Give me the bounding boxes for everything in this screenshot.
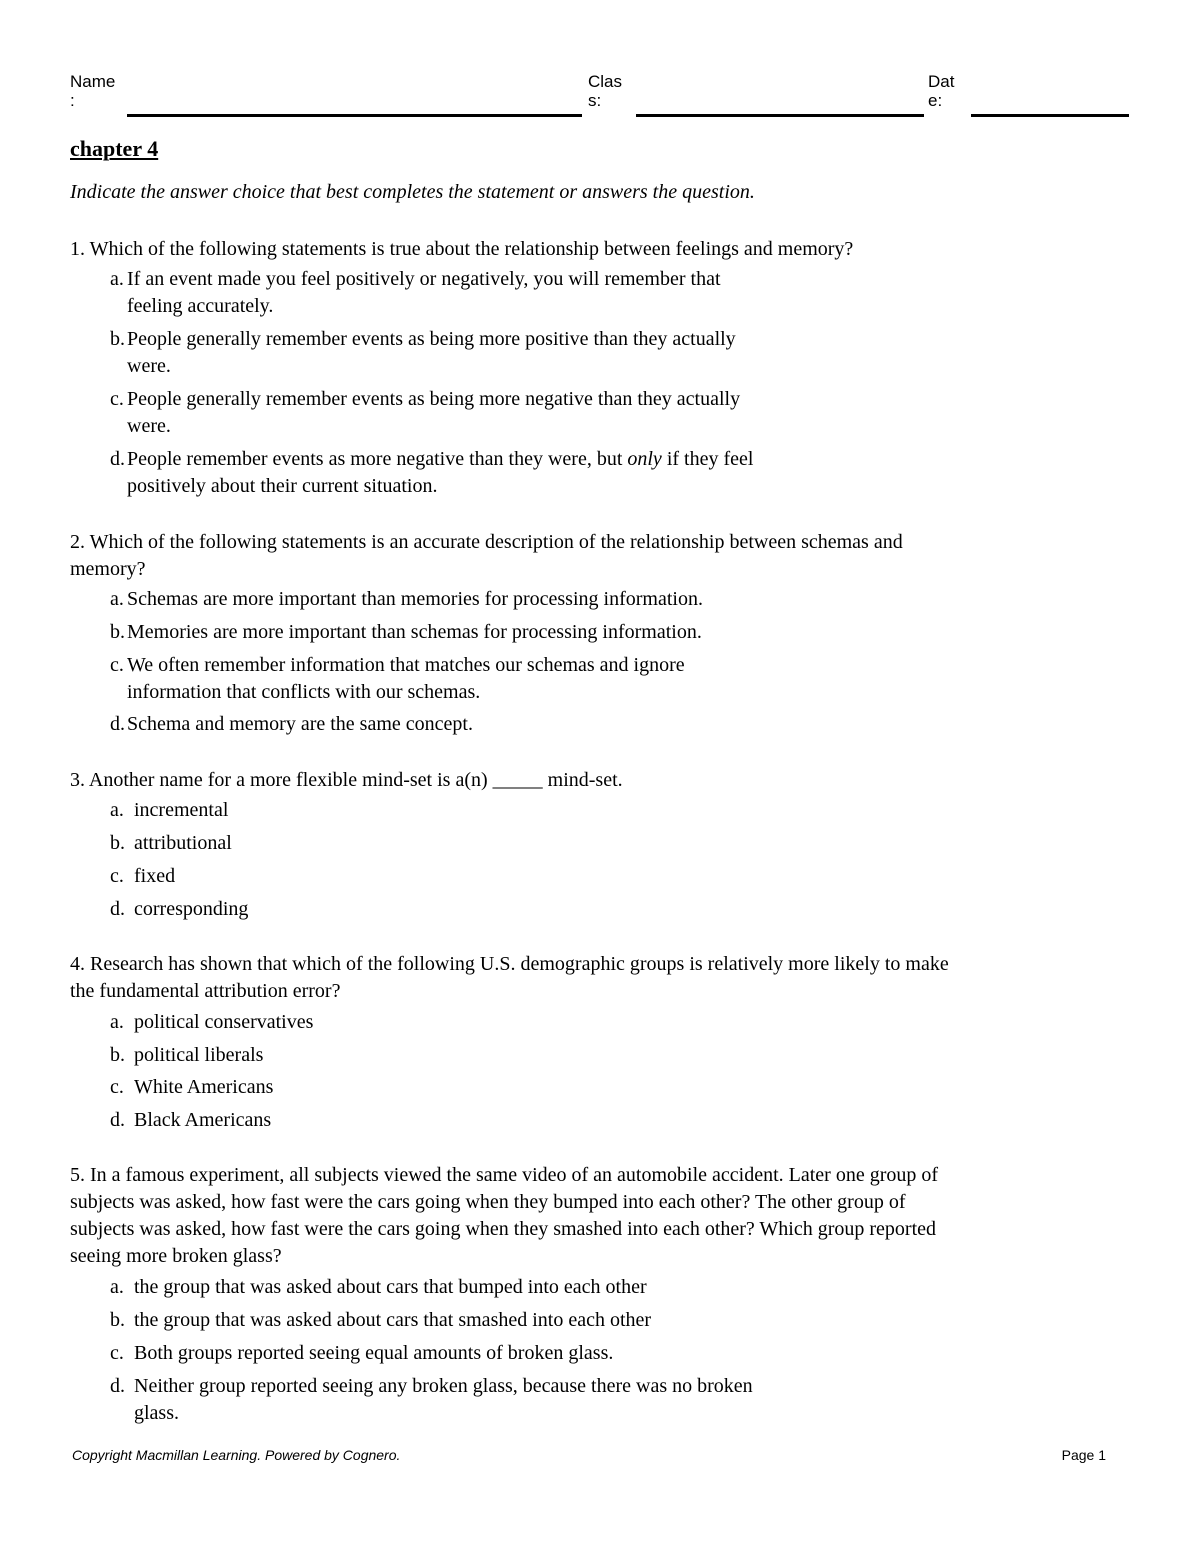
date-label-line1: Dat (928, 72, 955, 91)
option-text: Schemas are more important than memories for processing information. (127, 588, 703, 610)
option-text: corresponding (134, 898, 249, 920)
option-2c[interactable] (110, 652, 685, 706)
option-text: political conservatives (134, 1011, 314, 1033)
option-text: the group that was asked about cars that smashed into each other (134, 1309, 652, 1331)
option-text: fixed (134, 865, 176, 887)
option-letter: a. (110, 588, 124, 610)
option-text: Both groups reported seeing equal amounts of broken glass. (134, 1342, 614, 1364)
option-4b[interactable] (110, 1042, 263, 1069)
option-text: We often remember information that matches our schemas and ignore (127, 654, 685, 676)
option-letter: c. (110, 1342, 124, 1364)
option-letter: a. (110, 799, 124, 821)
option-3b[interactable] (110, 830, 232, 857)
option-text-cont: glass. (134, 1402, 179, 1424)
option-5b[interactable] (110, 1307, 651, 1334)
date-label (928, 72, 954, 110)
page-number: Page 1 (1061, 1447, 1106, 1463)
option-letter: c. (110, 654, 124, 676)
option-5c[interactable] (110, 1340, 613, 1367)
question-text-line1: 2. Which of the following statements is an accurate description of the relationship between schemas and (70, 531, 903, 553)
option-letter: c. (110, 388, 124, 410)
option-text: political liberals (134, 1044, 264, 1066)
option-4a[interactable] (110, 1009, 313, 1036)
option-text-cont: were. (127, 415, 171, 437)
option-4c[interactable] (110, 1074, 273, 1101)
option-4d[interactable] (110, 1107, 271, 1134)
option-3a[interactable] (110, 797, 228, 824)
option-letter: d. (110, 1109, 125, 1131)
option-text: incremental (134, 799, 229, 821)
copyright-footer: Copyright Macmillan Learning. Powered by Cognero. (72, 1447, 401, 1463)
option-2d[interactable] (110, 711, 473, 738)
option-letter: d. (110, 448, 125, 470)
option-text-cont: were. (127, 355, 171, 377)
option-text: Neither group reported seeing any broken glass, because there was no broken (134, 1375, 753, 1397)
name-label-line1: Name (70, 72, 116, 91)
instructions: Indicate the answer choice that best completes the statement or answers the question. (70, 181, 755, 203)
option-3d[interactable] (110, 896, 248, 923)
date-field[interactable] (971, 114, 1129, 117)
question-4 (70, 951, 1120, 1005)
option-letter: b. (110, 328, 125, 350)
option-letter: d. (110, 898, 125, 920)
question-text-line2: the fundamental attribution error? (70, 980, 341, 1002)
chapter-title: chapter 4 (70, 136, 159, 161)
option-1a[interactable] (110, 266, 721, 320)
option-text: the group that was asked about cars that bumped into each other (134, 1276, 647, 1298)
option-letter: c. (110, 1076, 124, 1098)
option-1b[interactable] (110, 326, 736, 380)
option-text-post: if they feel (661, 448, 754, 470)
option-letter: b. (110, 1044, 125, 1066)
option-letter: b. (110, 832, 125, 854)
option-letter: b. (110, 621, 125, 643)
question-1: 1. Which of the following statements is true about the relationship between feelings and memory? (70, 238, 854, 260)
option-letter: a. (110, 1011, 124, 1033)
name-label-line2: : (70, 91, 75, 110)
class-label-line2: s: (588, 91, 602, 110)
name-field[interactable] (127, 114, 582, 117)
class-label (588, 72, 622, 110)
option-text: Memories are more important than schemas for processing information. (127, 621, 702, 643)
option-letter: a. (110, 1276, 124, 1298)
question-2 (70, 529, 1120, 583)
class-label-line1: Clas (588, 72, 623, 91)
question-text-line2: subjects was asked, how fast were the cars going when they bumped into each other? The other group of (70, 1191, 906, 1213)
option-1d[interactable] (110, 446, 753, 500)
option-letter: c. (110, 865, 124, 887)
option-text-emphasis: only (627, 448, 662, 470)
option-letter: a. (110, 268, 124, 290)
question-text-line3: subjects was asked, how fast were the cars going when they smashed into each other? Which group reported (70, 1218, 937, 1240)
option-letter: d. (110, 713, 125, 735)
option-text: attributional (134, 832, 232, 854)
option-3c[interactable] (110, 863, 175, 890)
option-text-cont: information that conflicts with our schemas. (127, 681, 481, 703)
option-text: People generally remember events as being more negative than they actually (127, 388, 741, 410)
question-5 (70, 1162, 1120, 1270)
option-text-cont: positively about their current situation. (127, 475, 438, 497)
class-field[interactable] (636, 114, 924, 117)
question-text-line4: seeing more broken glass? (70, 1245, 282, 1267)
date-label-line2: e: (928, 91, 943, 110)
option-text: If an event made you feel positively or negatively, you will remember that (127, 268, 721, 290)
option-text: Schema and memory are the same concept. (127, 713, 473, 735)
option-5d[interactable] (110, 1373, 753, 1427)
name-label (70, 72, 115, 110)
question-text-line1: 4. Research has shown that which of the following U.S. demographic groups is relatively more likely to make (70, 953, 949, 975)
option-5a[interactable] (110, 1274, 647, 1301)
option-2b[interactable] (110, 619, 702, 646)
option-2a[interactable] (110, 586, 703, 613)
option-letter: d. (110, 1375, 125, 1397)
option-text-cont: feeling accurately. (127, 295, 274, 317)
question-text-line1: 5. In a famous experiment, all subjects viewed the same video of an automobile accident. Later one group of (70, 1164, 939, 1186)
option-text: Black Americans (134, 1109, 272, 1131)
question-text-line2: memory? (70, 558, 146, 580)
option-text: White Americans (134, 1076, 274, 1098)
option-text: People remember events as more negative than they were, but (127, 448, 628, 470)
option-text: People generally remember events as being more positive than they actually (127, 328, 736, 350)
option-1c[interactable] (110, 386, 740, 440)
question-3: 3. Another name for a more flexible mind-set is a(n) _____ mind-set. (70, 769, 623, 791)
option-letter: b. (110, 1309, 125, 1331)
